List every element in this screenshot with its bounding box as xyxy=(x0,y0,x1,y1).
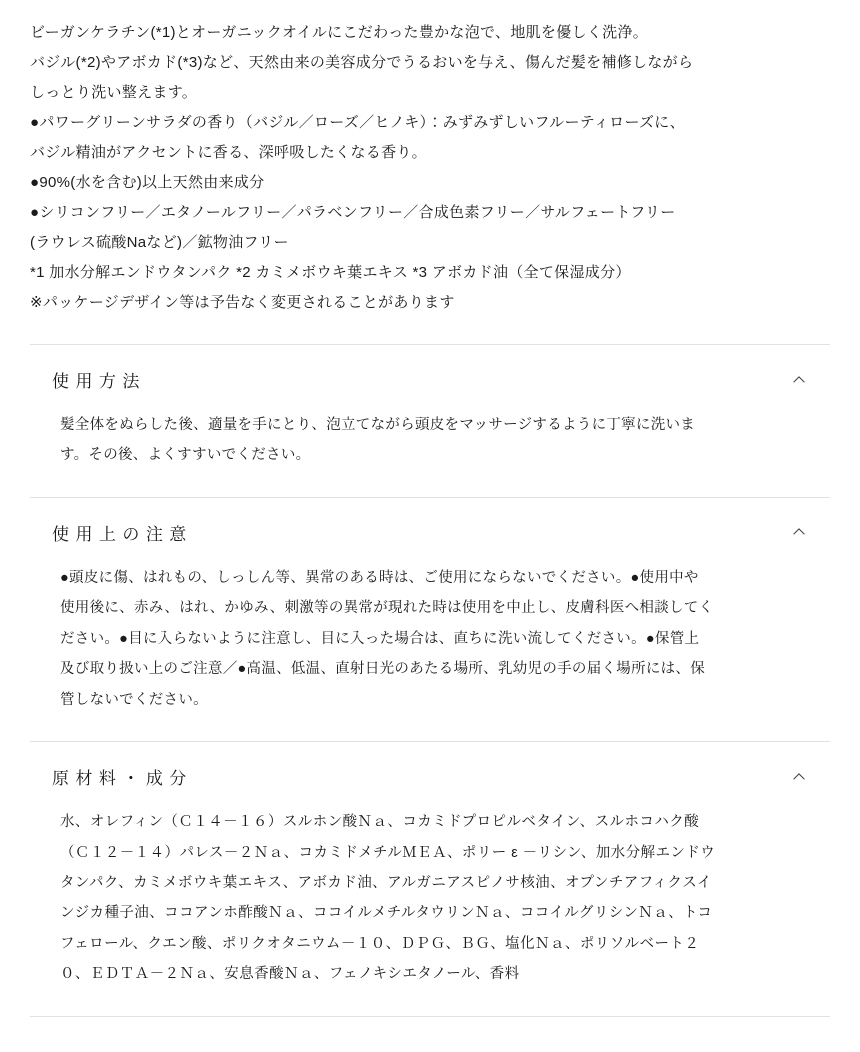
body-line: 水、オレフィン（Ｃ１４－１６）スルホン酸Ｎａ、コカミドプロピルベタイン、スルホコハク酸 xyxy=(60,814,700,831)
accordion-title: 原材料・成分 xyxy=(52,769,193,789)
intro-line: ビーガンケラチン(*1)とオーガニックオイルにこだわった豊かな泡で、地肌を優しく洗浄。 xyxy=(30,24,649,41)
body-line: ださい。●目に入らないように注意し、目に入った場合は、直ちに洗い流してください。●保管上 xyxy=(60,630,700,647)
body-line: フェロール、クエン酸、ポリクオタニウム－１０、ＤＰＧ、ＢＧ、塩化Ｎａ、ポリソルベート２ xyxy=(60,935,700,952)
accordion-title: 使用上の注意 xyxy=(52,524,193,544)
intro-line: (ラウレス硫酸Naなど)／鉱物油フリー xyxy=(30,234,289,251)
intro-line: *1 加水分解エンドウタンパク *2 カミメボウキ葉エキス *3 アボカド油（全て保湿成分） xyxy=(30,264,631,281)
intro-line: ※パッケージデザイン等は予告なく変更されることがあります xyxy=(30,294,455,311)
body-line: （Ｃ１２－１４）パレス－２Ｎａ、コカミドメチルＭＥＡ、ポリー ε －リシン、加水分解エンドウ xyxy=(60,844,716,861)
body-line: ●頭皮に傷、はれもの、しっしん等、異常のある時は、ご使用にならないでください。●使用中や xyxy=(60,569,699,586)
accordion-body-ingredients xyxy=(30,807,830,1016)
intro-line: バジル(*2)やアボカド(*3)など、天然由来の美容成分でうるおいを与え、傷んだ髪を補修しながら xyxy=(30,54,694,71)
accordion-body-precautions xyxy=(30,563,830,741)
accordion-header-precautions[interactable] xyxy=(30,498,830,563)
chevron-up-icon[interactable] xyxy=(790,523,808,541)
bottom-spacer xyxy=(30,1017,830,1035)
accordion-header-how-to-use[interactable] xyxy=(30,345,830,410)
accordion-header-ingredients[interactable] xyxy=(30,742,830,807)
accordion-title: 使用方法 xyxy=(52,372,146,391)
body-line: 髪全体をぬらした後、適量を手にとり、泡立てながら頭皮をマッサージするように丁寧に洗いま xyxy=(60,417,696,433)
body-line: ０、ＥＤＴＡ－２Ｎａ、安息香酸Ｎａ、フェノキシエタノール、香料 xyxy=(60,966,520,983)
body-line: タンパク、カミメボウキ葉エキス、アボカド油、アルガニアスピノサ核油、オプンチアフィクスイ xyxy=(60,874,712,891)
body-line: 管しないでください。 xyxy=(60,691,208,708)
accordion-list xyxy=(30,344,830,1017)
accordion-body-how-to-use xyxy=(30,410,830,497)
intro-line: バジル精油がアクセントに香る、深呼吸したくなる香り。 xyxy=(30,144,427,161)
intro-line: ●シリコンフリー／エタノールフリー／パラベンフリー／合成色素フリー／サルフェートフリー xyxy=(30,204,676,221)
accordion-how-to-use xyxy=(30,345,830,498)
product-intro-text xyxy=(30,18,830,318)
intro-line: ●90%(水を含む)以上天然由来成分 xyxy=(30,174,265,191)
chevron-up-icon[interactable] xyxy=(790,371,808,389)
intro-line: しっとり洗い整えます。 xyxy=(30,84,198,101)
chevron-up-icon[interactable] xyxy=(790,768,808,786)
body-line: 使用後に、赤み、はれ、かゆみ、刺激等の異常が現れた時は使用を中止し、皮膚科医へ相談してく xyxy=(60,600,714,617)
body-line: ンジカ種子油、ココアンホ酢酸Ｎａ、ココイルメチルタウリンＮａ、ココイルグリシンＮａ、トコ xyxy=(60,905,713,922)
intro-line: ●パワーグリーンサラダの香り（バジル／ローズ／ヒノキ）：みずみずしいフルーティローズに、 xyxy=(30,114,685,131)
accordion-ingredients xyxy=(30,742,830,1017)
accordion-precautions xyxy=(30,498,830,742)
body-line: す。その後、よくすすいでください。 xyxy=(60,447,311,464)
body-line: 及び取り扱い上のご注意／●高温、低温、直射日光のあたる場所、乳幼児の手の届く場所には、保 xyxy=(60,661,706,678)
